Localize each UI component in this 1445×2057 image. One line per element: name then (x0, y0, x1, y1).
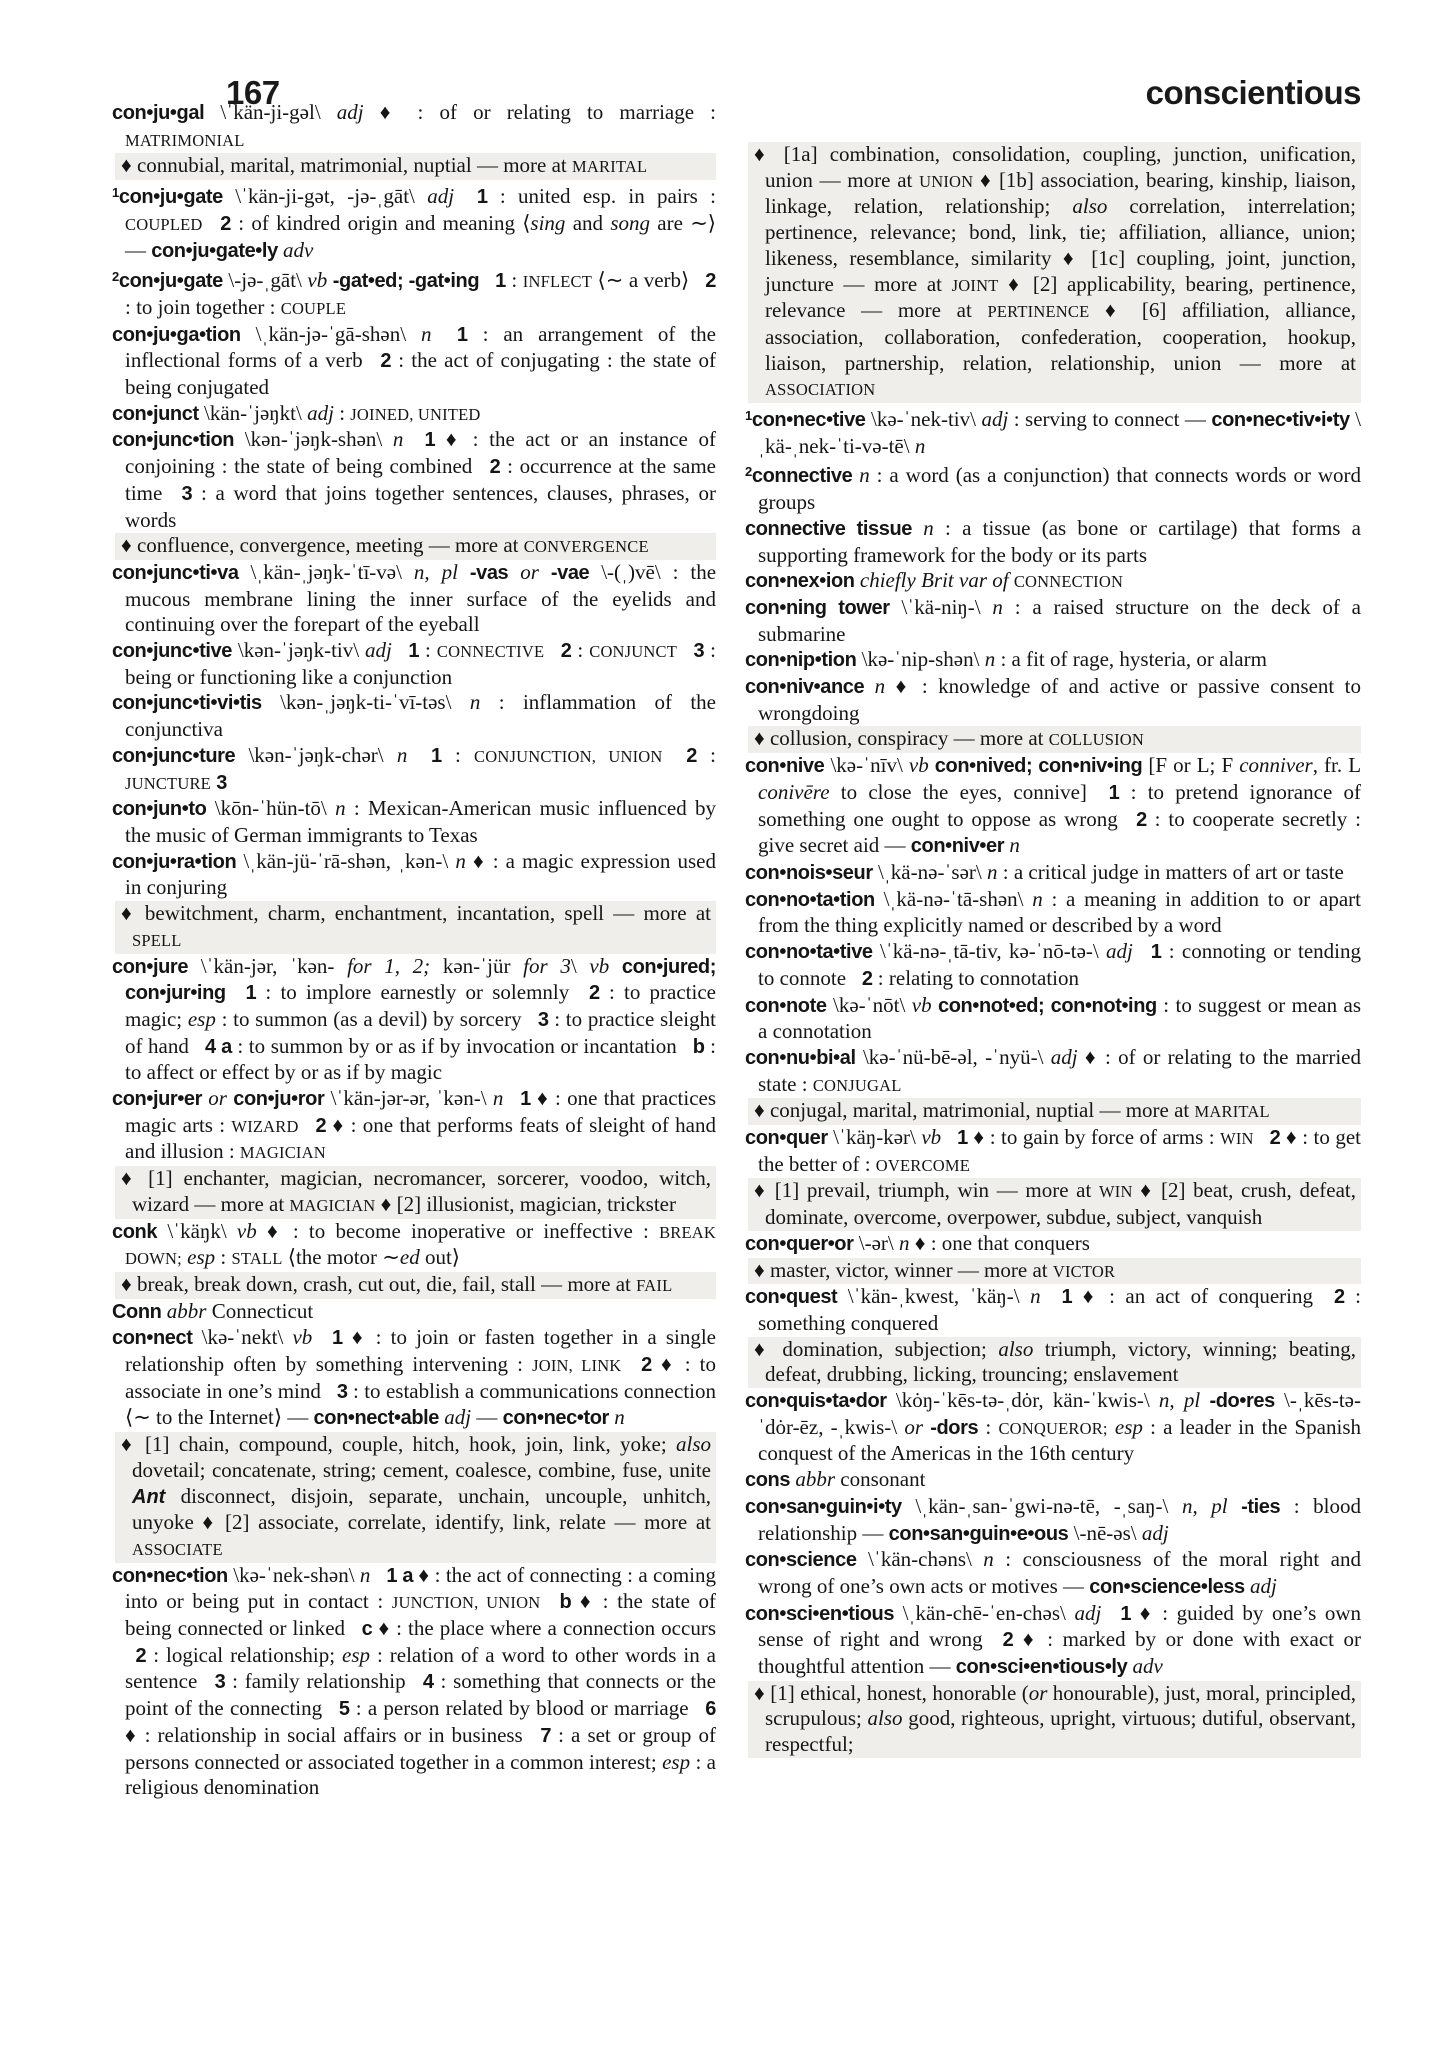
dictionary-entry: con•science \ˈkän-chəns\ n : consciousness of the moral right and wrong of one’s own acts or motives — con•science•less adj (745, 1547, 1362, 1598)
synonym-paragraph: ♦ connubial, marital, matrimonial, nuptial — more at MARITAL (115, 153, 716, 180)
synonym-paragraph: ♦ [1] enchanter, magician, necromancer, sorcerer, voodoo, witch, wizard — more at MAGICIAN ♦ [2] illusionist, magician, trickster (115, 1166, 716, 1218)
dictionary-entry: con•quer•or \-ər\ n ♦ : one that conquers (745, 1230, 1090, 1255)
guide-word: conscientious (1145, 74, 1361, 111)
dictionary-entry: con•nex•ion chiefly Brit var of CONNECTION (745, 568, 1124, 593)
dictionary-entry: con•note \kə-ˈnōt\ vb con•not•ed; con•not•ing : to suggest or mean as a connotation (745, 992, 1362, 1044)
dictionary-entry: con•quer \ˈkäŋ-kər\ vb 1 ♦ : to gain by force of arms : WIN 2 ♦ : to get the better of : OVERCOME (745, 1125, 1362, 1176)
synonym-paragraph: ♦ bewitchment, charm, enchantment, incantation, spell — more at SPELL (115, 901, 716, 953)
dictionary-entry: con•nec•tion \kə-ˈnek-shən\ n 1 a ♦ : the act of connecting : a coming into or being put in contact : JUNCTION, UNION b ♦ : the state of being connected or linked c ♦ : the place where a connection occurs 2 : logical relationship; esp : relation of a word to other words in a sentence 3 : family relationship 4 : something that connects or the point of the connecting 5 : a person related by blood or marriage 6 ♦ : relationship in social affairs or in business 7 : a set or group of persons connected or associated together in a common interest; esp : a religious denomination (112, 1562, 717, 1800)
synonym-paragraph: ♦ break, break down, crash, cut out, die, fail, stall — more at FAIL (115, 1272, 716, 1299)
dictionary-entry: con•junc•ti•va \ˌkän-ˌjəŋk-ˈtī-və\ n, pl -vas or -vae \-(ˌ)vē\ : the mucous membrane lining the inner surface of the eyelids and continuing over the forepart of the eyeball (112, 559, 717, 637)
dictionary-entry: con•nois•seur \ˌkä-nə-ˈsər\ n : a critical judge in matters of art or taste (745, 859, 1344, 884)
dictionary-entry: con•no•ta•tion \ˌkä-nə-ˈtā-shən\ n : a meaning in addition to or apart from the thing explicitly named or described by a word (745, 886, 1361, 938)
dictionary-entry: con•nu•bi•al \kə-ˈnü-bē-əl, -ˈnyü-\ adj ♦ : of or relating to the married state : CONJUGAL (745, 1044, 1361, 1096)
synonym-paragraph: ♦ master, victor, winner — more at VICTOR (748, 1258, 1361, 1285)
dictionary-entry: con•san•guin•i•ty \ˌkän-ˌsan-ˈgwi-nə-tē, -ˌsaŋ-\ n, pl -ties : blood relationship — con•san•guin•e•ous \-nē-əs\ adj (745, 1493, 1362, 1545)
dictionary-entry: con•jun•to \kōn-ˈhün-tō\ n : Mexican-American music influenced by the music of German immigrants to Texas (112, 796, 717, 847)
dictionary-entry: con•quest \ˈkän-ˌkwest, ˈkäŋ-\ n 1 ♦ : an act of conquering 2 : something conquered (745, 1284, 1361, 1335)
left-column (112, 100, 716, 1801)
dictionary-entry: conk \ˈkäŋk\ vb ♦ : to become inoperative or ineffective : BREAK DOWN; esp : STALL ⟨the motor ∼ed out⟩ (112, 1218, 716, 1270)
synonym-paragraph: ♦ conjugal, marital, matrimonial, nuptial — more at MARITAL (748, 1098, 1361, 1125)
dictionary-entry: con•nip•tion \kə-ˈnip-shən\ n : a fit of rage, hysteria, or alarm (745, 647, 1267, 672)
synonym-paragraph: ♦ [1] prevail, triumph, win — more at WIN ♦ [2] beat, crush, defeat, dominate, overcome, overpower, subdue, subject, vanquish (748, 1178, 1361, 1230)
page-number: 167 (226, 74, 280, 111)
dictionary-entry: con•niv•ance n ♦ : knowledge of and active or passive consent to wrongdoing (745, 674, 1361, 725)
synonym-paragraph: ♦ [1] ethical, honest, honorable (or honourable), just, moral, principled, scrupulous; also good, righteous, upright, virtuous; dutiful, observant, respectful; (748, 1681, 1361, 1758)
dictionary-entry: cons abbr consonant (745, 1467, 926, 1492)
dictionary-entry: con•junc•tive \kən-ˈjəŋk-tiv\ adj 1 : CONNECTIVE 2 : CONJUNCT 3 : being or functioning like a conjunction (112, 638, 717, 689)
dictionary-entry: con•ning tower \ˈkä-niŋ-\ n : a raised structure on the deck of a submarine (745, 594, 1361, 646)
dictionary-entry: $^1$con•ju•gate \ˈkän-ji-gət, -jə-ˌgāt\ adj 1 : united esp. in pairs : COUPLED 2 : of kindred origin and meaning ⟨sing and song are ∼⟩ — con•ju•gate•ly adv (112, 184, 717, 262)
synonym-paragraph: ♦ collusion, conspiracy — more at COLLUSION (748, 726, 1361, 753)
dictionary-entry: Conn abbr Connecticut (112, 1298, 314, 1323)
dictionary-entry: con•junc•ti•vi•tis \kən-ˌjəŋk-ti-ˈvī-təs\ n : inflammation of the conjunctiva (112, 690, 717, 742)
synonym-paragraph: ♦ [1] chain, compound, couple, hitch, hook, join, link, yoke; also dovetail; concatenate, string; cement, coalesce, combine, fuse, unite Ant disconnect, disjoin, separate, unchain, uncouple, unhitch, unyoke ♦ [2] associate, correlate, identify, link, relate — more at ASSOCIATE (115, 1432, 716, 1563)
dictionary-entry: con•nect \kə-ˈnekt\ vb 1 ♦ : to join or fasten together in a single relationship often by something intervening : JOIN, LINK 2 ♦ : to associate in one’s mind 3 : to establish a communications connection ⟨∼ to the Internet⟩ — con•nect•able adj — con•nec•tor n (112, 1325, 717, 1430)
dictionary-entry: con•junc•tion \kən-ˈjəŋk-shən\ n 1 ♦ : the act or an instance of conjoining : the state of being combined 2 : occurrence at the same time 3 : a word that joins together sentences, clauses, phrases, or words (112, 427, 717, 532)
dictionary-entry: con•no•ta•tive \ˈkä-nə-ˌtā-tiv, kə-ˈnō-tə-\ adj 1 : connoting or tending to connote 2 : relating to connotation (745, 939, 1362, 990)
right-column (745, 142, 1361, 1758)
synonym-paragraph: ♦ domination, subjection; also triumph, victory, winning; beating, defeat, drubbing, licking, trouncing; enslavement (748, 1337, 1361, 1388)
dictionary-entry: con•ju•gal \ˈkän-ji-gəl\ adj ♦ : of or relating to marriage : MATRIMONIAL (112, 100, 717, 150)
dictionary-entry: con•sci•en•tious \ˌkän-chē-ˈen-chəs\ adj 1 ♦ : guided by one’s own sense of right and wrong 2 ♦ : marked by or done with exact or thoughtful attention — con•sci•en•tious•ly adv (745, 1600, 1362, 1679)
dictionary-entry: $^2$connective n : a word (as a conjunction) that connects words or word groups (745, 463, 1362, 515)
dictionary-entry: con•junc•ture \kən-ˈjəŋk-chər\ n 1 : CONJUNCTION, UNION 2 : JUNCTURE 3 (112, 742, 716, 794)
synonym-paragraph: ♦ confluence, convergence, meeting — more at CONVERGENCE (115, 533, 716, 560)
dictionary-entry: con•ju•ga•tion \ˌkän-jə-ˈgā-shən\ n 1 : an arrangement of the inflectional forms of a verb 2 : the act of conjugating : the state of being conjugated (112, 321, 717, 400)
dictionary-entry: con•quis•ta•dor \kȯŋ-ˈkēs-tə-ˌdȯr, kän-ˈkwis-\ n, pl -do•res \-ˌkēs-tə-ˈdȯr-ēz, -ˌkwis-\ or -dors : CONQUEROR; esp : a leader in the Spanish conquest of the Americas in the 16th century (745, 1388, 1362, 1466)
dictionary-entry: con•jure \ˈkän-jər, ˈkən- for 1, 2; kən-ˈjür for 3\ vb con•jured; con•jur•ing 1 : to implore earnestly or solemnly 2 : to practice magic; esp : to summon (as a devil) by sorcery 3 : to practice sleight of hand 4 a : to summon by or as if by invocation or incantation b : to affect or effect by or as if by magic (112, 953, 717, 1085)
dictionary-entry: connective tissue n : a tissue (as bone or cartilage) that forms a supporting framework for the body or its parts (745, 515, 1362, 567)
dictionary-entry: con•junct \kän-ˈjəŋkt\ adj : JOINED, UNITED (112, 400, 481, 425)
dictionary-entry: con•jur•er or con•ju•ror \ˈkän-jər-ər, ˈkən-\ n 1 ♦ : one that practices magic arts : WIZARD 2 ♦ : one that performs feats of sleight of hand and illusion : MAGICIAN (112, 1086, 717, 1164)
dictionary-entry: $^2$con•ju•gate \-jə-ˌgāt\ vb -gat•ed; -gat•ing 1 : INFLECT ⟨∼ a verb⟩ 2 : to join together : COUPLE (112, 268, 716, 319)
dictionary-entry: con•nive \kə-ˈnīv\ vb con•nived; con•niv•ing [F or L; F conniver, fr. L conivēre to close the eyes, connive] 1 : to pretend ignorance of something one ought to oppose as wrong 2 : to cooperate secretly : give secret aid — con•niv•er n (745, 753, 1362, 858)
dictionary-entry: con•ju•ra•tion \ˌkän-jü-ˈrā-shən, ˌkən-\ n ♦ : a magic expression used in conjuring (112, 848, 716, 900)
dictionary-entry: $^1$con•nec•tive \kə-ˈnek-tiv\ adj : serving to connect — con•nec•tiv•i•ty \ˌkä-ˌnek-ˈti-və-tē\ n (745, 407, 1361, 458)
synonym-paragraph: ♦ [1a] combination, consolidation, coupling, junction, unification, union — more at UNION ♦ [1b] association, bearing, kinship, liaison, linkage, relation, relationship; also correlation, interrelation; pertinence, relevance; bond, link, tie; affiliation, alliance, union; likeness, resemblance, similarity ♦ [1c] coupling, joint, junction, juncture — more at JOINT ♦ [2] applicability, bearing, pertinence, relevance — more at PERTINENCE ♦ [6] affiliation, alliance, association, collaboration, confederation, cooperation, hookup, liaison, partnership, relation, relationship, union — more at ASSOCIATION (748, 142, 1361, 403)
